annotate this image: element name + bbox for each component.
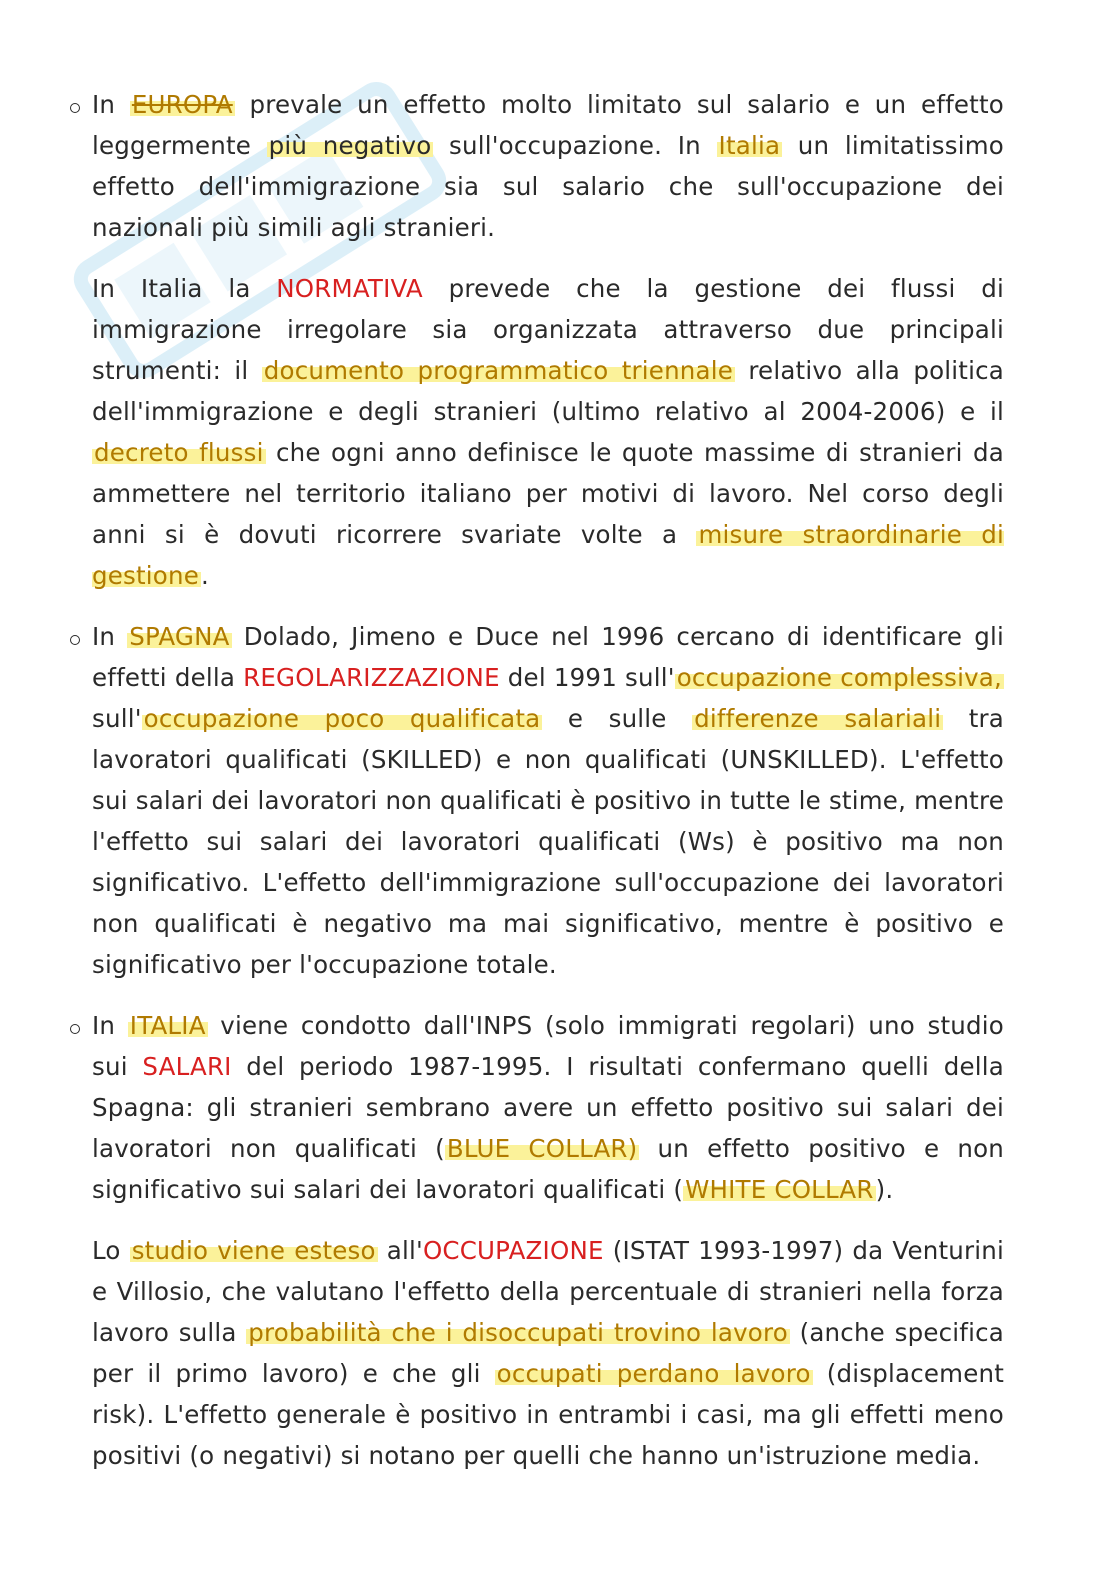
highlighted-term: SALARI [142, 1052, 232, 1081]
text-run: sull' [92, 704, 142, 733]
text-run: In [92, 1011, 128, 1040]
text-run: del periodo 1987-1995. I risultati confermano quelli della Spagna: gli stranieri sembrano avere un effetto positivo sui salari dei lavoratori non qualificati ( [92, 1052, 1005, 1163]
text-run: prevede che la gestione dei flussi di immigrazione irregolare sia organizzata attraverso due principali strumenti: il [92, 274, 1004, 385]
highlighted-term: EUROPA [131, 90, 233, 119]
paragraph-occupazione [92, 1230, 1004, 1476]
text-run: sull'occupazione. In [433, 131, 717, 160]
highlighted-term: più negativo [268, 131, 432, 160]
text-run: In [92, 622, 128, 651]
highlighted-term: misure straordinarie di gestione [92, 520, 1004, 590]
highlighted-term: occupati perdano lavoro [496, 1359, 811, 1388]
text-run: Lo [92, 1236, 130, 1265]
text-run: (anche specifica per il primo lavoro) e che gli [92, 1318, 1004, 1388]
text-run: relativo alla politica dell'immigrazione e degli stranieri (ultimo relativo al 2004-2006) e il [92, 356, 1004, 426]
text-run: . [201, 561, 209, 590]
highlighted-term: OCCUPAZIONE [422, 1236, 604, 1265]
highlighted-term: REGOLARIZZAZIONE [243, 663, 500, 692]
highlighted-term: differenze salariali [694, 704, 942, 733]
highlighted-term: ITALIA [129, 1011, 206, 1040]
highlighted-term: SPAGNA [129, 622, 230, 651]
highlighted-term: WHITE COLLAR [685, 1175, 874, 1204]
text-run: all' [377, 1236, 423, 1265]
highlighted-term: studio viene esteso [131, 1236, 376, 1265]
highlighted-term: NORMATIVA [276, 274, 423, 303]
text-run: In [92, 90, 130, 119]
text-run: (displacement risk). L'effetto generale è positivo in entrambi i casi, ma gli effetti meno positivi (o negativi) si notano per quelli che hanno un'istruzione media. [92, 1359, 1005, 1470]
highlighted-term: decreto flussi [94, 438, 264, 467]
paragraph-spagna [92, 616, 1004, 985]
text-run: (ISTAT 1993-1997) da Venturini e Villosio, che valutano l'effetto della percentuale di stranieri nella forza lavoro sulla [92, 1236, 1005, 1347]
highlighted-term: occupazione poco qualificata [143, 704, 541, 733]
highlighted-term: occupazione complessiva, [676, 663, 1002, 692]
highlighted-term: BLUE COLLAR) [446, 1134, 638, 1163]
text-run: In Italia la [92, 274, 277, 303]
text-run: che ogni anno definisce le quote massime di stranieri da ammettere nel territorio italiano per motivi di lavoro. Nel corso degli anni si è dovuti ricorrere svariate volte a [92, 438, 1005, 549]
paragraph-normativa [92, 268, 1004, 596]
paragraph-italia-salari [92, 1005, 1004, 1210]
text-run: un effetto positivo e non significativo sui salari dei lavoratori qualificati ( [92, 1134, 1004, 1204]
text-run: Dolado, Jimeno e Duce nel 1996 cercano di identificare gli effetti della [92, 622, 1004, 692]
document-page [92, 84, 1004, 1496]
highlighted-term: documento programmatico triennale [263, 356, 734, 385]
highlighted-term: probabilità che i disoccupati trovino lavoro [248, 1318, 788, 1347]
text-run: e sulle [542, 704, 693, 733]
highlighted-term: Italia [718, 131, 781, 160]
paragraph-europa [92, 84, 1004, 248]
text-run: tra lavoratori qualificati (SKILLED) e non qualificati (UNSKILLED). L'effetto sui salari dei lavoratori non qualificati è positivo in tutte le stime, mentre l'effetto sui salari dei lavoratori qualificati (Ws) è positivo ma non significativo. L'effetto dell'immigrazione sull'occupazione dei lavoratori non qualificati è negativo ma mai significativo, mentre è positivo e significativo per l'occupazione totale. [92, 704, 1005, 979]
text-run: viene condotto dall'INPS (solo immigrati regolari) uno studio sui [92, 1011, 1004, 1081]
text-run: ). [875, 1175, 894, 1204]
text-run: del 1991 sull' [499, 663, 675, 692]
text-run: prevale un effetto molto limitato sul salario e un effetto leggermente [92, 90, 1004, 160]
text-run: un limitatissimo effetto dell'immigrazione sia sul salario che sull'occupazione dei nazionali più simili agli stranieri. [92, 131, 1004, 242]
